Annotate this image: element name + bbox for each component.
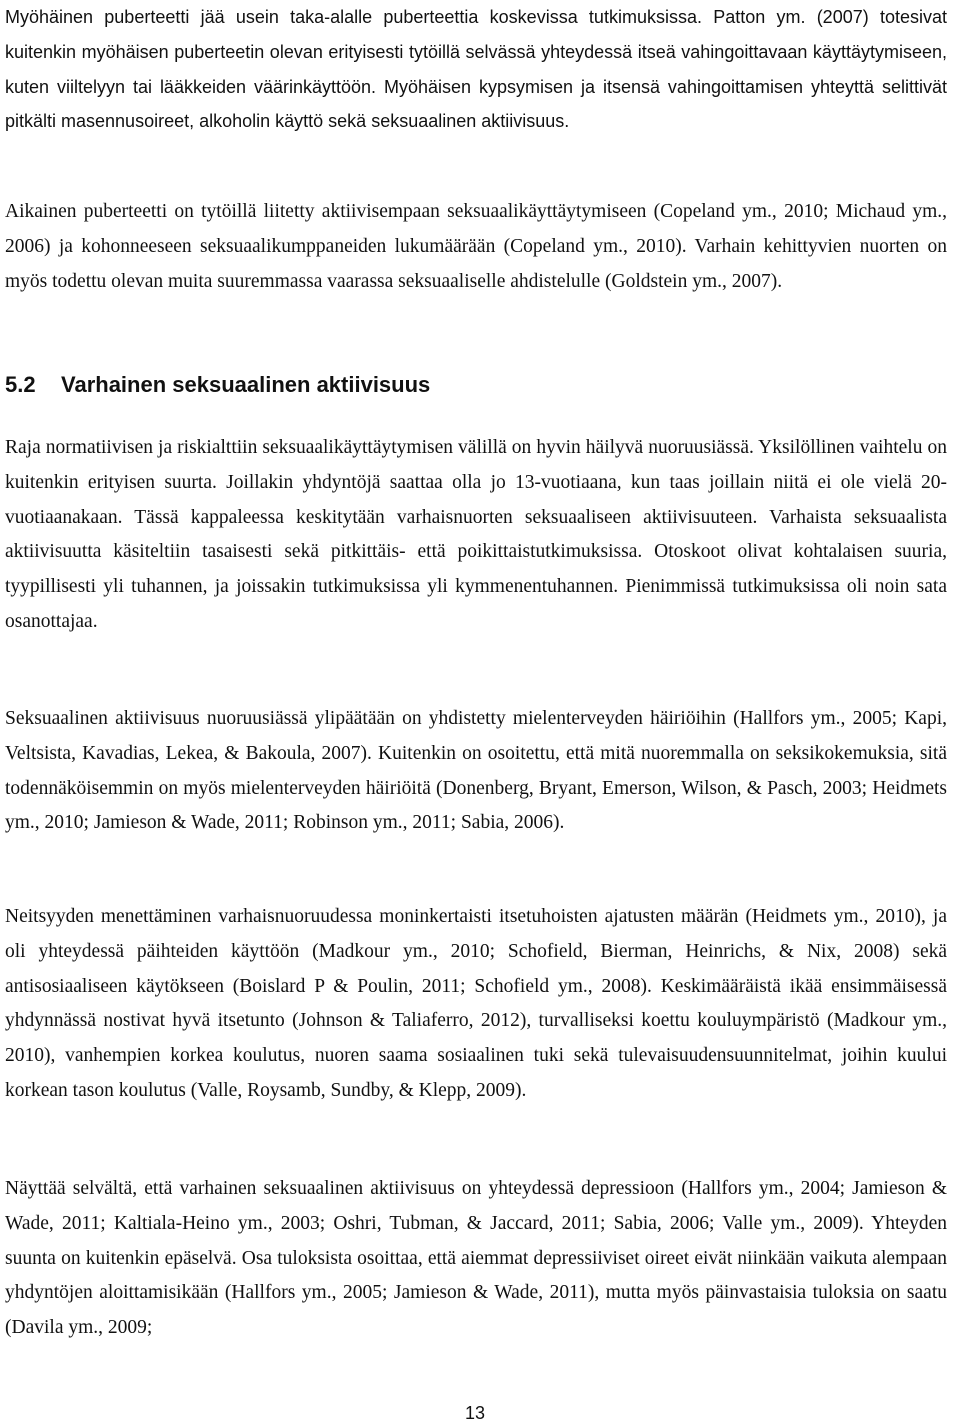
section-title: Varhainen seksuaalinen aktiivisuus bbox=[61, 372, 431, 397]
paragraph-normative-risk: Raja normatiivisen ja riskialttiin seksuaalikäyttäytymisen välillä on hyvin häilyvä nuoruusiässä. Yksilöllinen vaihtelu on kuitenkin erityisen suurta. Joillakin yhdyntöjä saattaa olla jo 13-vuotiaana, kun taas joillain niitä ei ole vielä 20-vuotiaanakaan. Tässä kappaleessa keskitytään varhaisnuorten seksuaaliseen aktiivisuuteen. Varhaista seksuaalista aktiivisuutta käsiteltiin tasaisesti sekä pitkittäis- että poikittaistutkimuksissa. Otoskoot olivat kohtalaisen suuria, tyypillisesti yli tuhannen, ja joissakin tutkimuksissa yli kymmenentuhannen. Pienimmissä tutkimuksissa oli noin sata osanottajaa. bbox=[5, 437, 947, 632]
paragraph-depression: Näyttää selvältä, että varhainen seksuaalinen aktiivisuus on yhteydessä depressioon (Hallfors ym., 2004; Jamieson & Wade, 2011; Kaltiala-Heino ym., 2003; Oshri, Tubman, & Jaccard, 2011; Sabia, 2006; Valle ym., 2009). Yhteyden suunta on kuitenkin epäselvä. Osa tuloksista osoittaa, että aiemmat depressiiviset oireet eivät niinkään vaikuta alempaan yhdyntöjen aloittamisikään (Hallfors ym., 2005; Jamieson & Wade, 2011), mutta myös päinvastaisia tuloksia on saatu (Davila ym., 2009; bbox=[5, 1178, 947, 1339]
section-heading bbox=[5, 365, 430, 405]
paragraph-mental-health: Seksuaalinen aktiivisuus nuoruusiässä ylipäätään on yhdistetty mielenterveyden häiriöihin (Hallfors ym., 2005; Kapi, Veltsista, Kavadias, Lekea, & Bakoula, 2007). Kuitenkin on osoitettu, että mitä nuoremmalla on seksikokemuksia, sitä todennäköisemmin on myös mielenterveyden häiriöitä (Donenberg, Bryant, Emerson, Wilson, & Pasch, 2003; Heidmets ym., 2010; Jamieson & Wade, 2011; Robinson ym., 2011; Sabia, 2006). bbox=[5, 708, 947, 834]
paragraph-early-puberty: Aikainen puberteetti on tytöillä liitetty aktiivisempaan seksuaalikäyttäytymiseen (Copeland ym., 2010; Michaud ym., 2006) ja kohonneeseen seksuaalikumppaneiden lukumäärään (Copeland ym., 2010). Varhain kehittyvien nuorten on myös todettu olevan muita suuremmassa vaarassa seksuaaliselle ahdistelulle (Goldstein ym., 2007). bbox=[5, 201, 947, 292]
paragraph-late-puberty: Myöhäinen puberteetti jää usein taka-alalle puberteettia koskevissa tutkimuksissa. Patton ym. (2007) totesivat kuitenkin myöhäisen puberteetin olevan erityisesti tytöillä selvässä yhteydessä itseä vahingoittavaan käyttäytymiseen, kuten viiltelyyn tai lääkkeiden väärinkäyttöön. Myöhäisen kypsymisen ja itsensä vahingoittamisen yhteyttä selittivät pitkälti masennusoireet, alkoholin käyttö sekä seksuaalinen aktiivisuus. bbox=[5, 7, 947, 132]
paragraph-virginity-loss: Neitsyyden menettäminen varhaisnuoruudessa moninkertaisti itsetuhoisten ajatusten määrän (Heidmets ym., 2010), ja oli yhteydessä päihteiden käyttöön (Madkour ym., 2010; Schofield, Bierman, Heinrichs, & Nix, 2008) sekä antisosiaaliseen käytökseen (Boislard P & Poulin, 2011; Schofield ym., 2008). Keskimääräistä ikää ensimmäisessä yhdynnässä nostivat hyvä itsetunto (Johnson & Taliaferro, 2012), turvalliseksi koettu kouluympäristö (Madkour ym., 2010), vanhempien korkea koulutus, nuoren saama sosiaalinen tuki sekä tulevaisuudensuunnitelmat, joihin kuului korkean tason koulutus (Valle, Roysamb, Sundby, & Klepp, 2009). bbox=[5, 906, 947, 1101]
page-number: 13 bbox=[464, 1403, 486, 1423]
section-number: 5.2 bbox=[5, 372, 36, 397]
